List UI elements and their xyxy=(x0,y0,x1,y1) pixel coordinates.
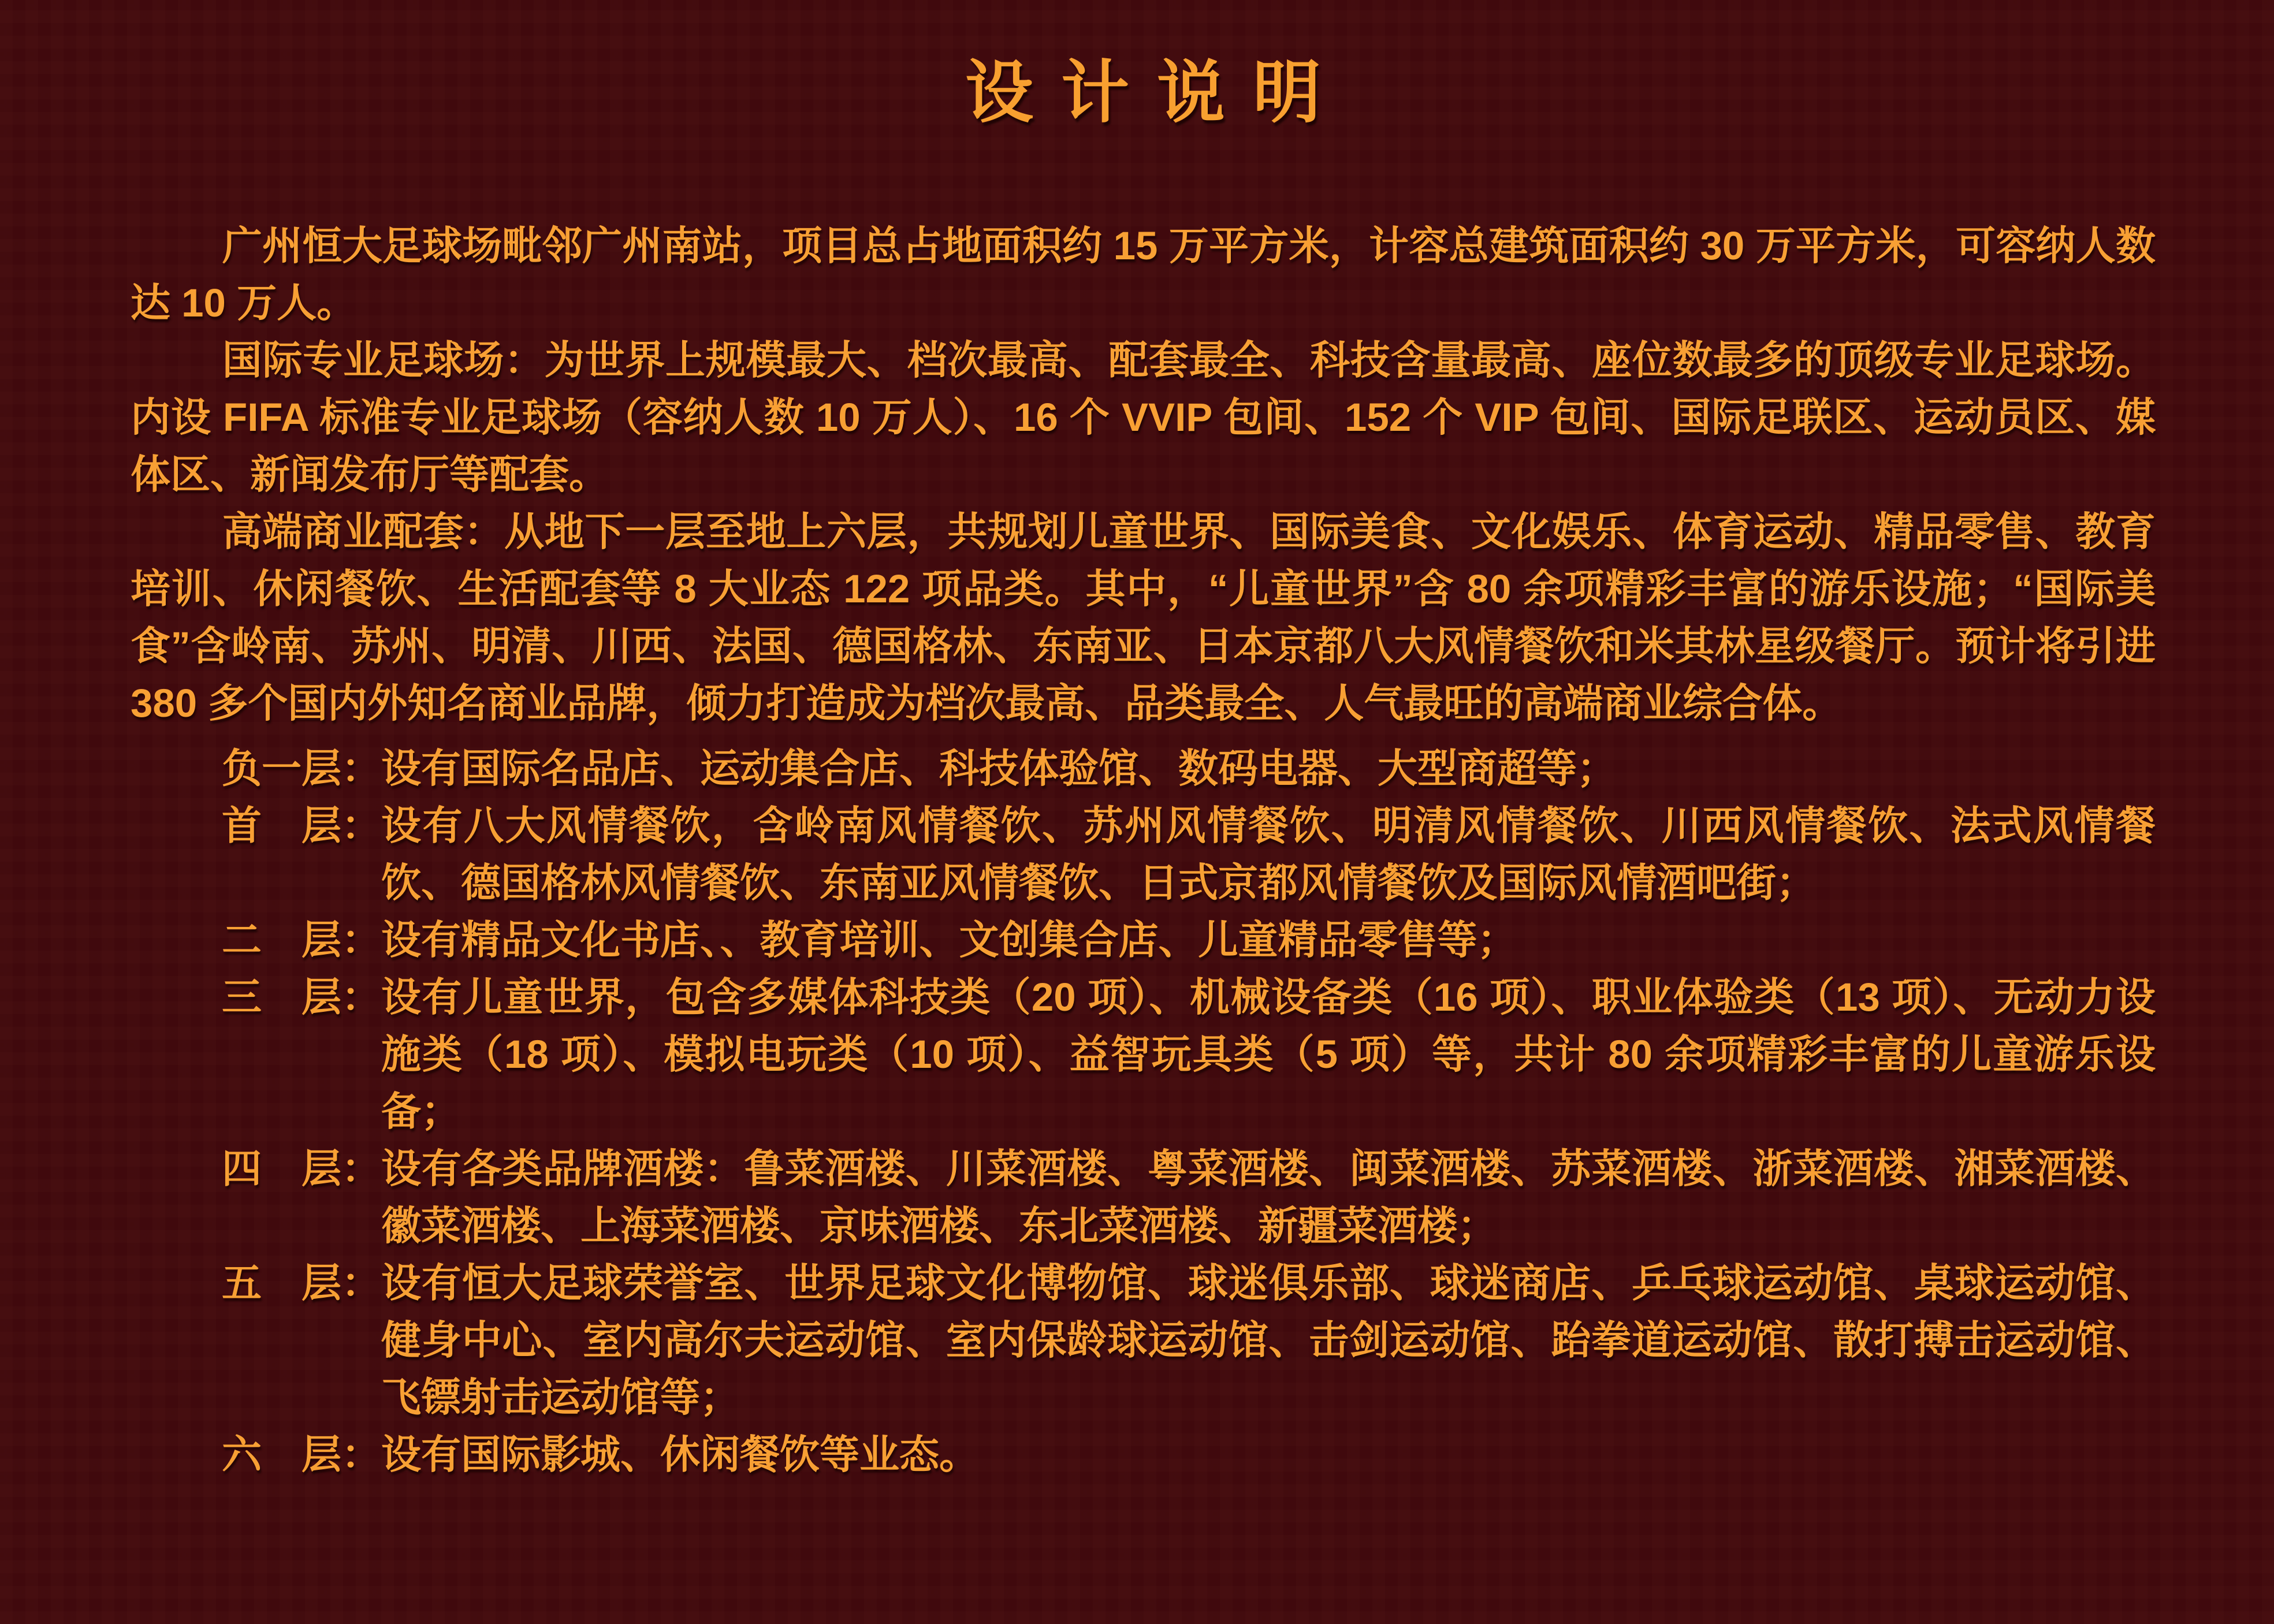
floor-list xyxy=(131,740,2156,1483)
floor-list-item-6f xyxy=(131,1426,2156,1483)
floor-label: 首 层： xyxy=(222,803,381,848)
floor-label: 负一层： xyxy=(222,746,381,791)
floor-list-item-1f xyxy=(131,797,2156,911)
floor-list-item-4f xyxy=(131,1140,2156,1254)
design-notes-body xyxy=(131,217,2156,1483)
floor-text: 设有国际影城、休闲餐饮等业态。 xyxy=(381,1432,979,1477)
floor-list-item-5f xyxy=(131,1254,2156,1426)
paragraph-commercial: 高端商业配套：从地下一层至地上六层，共规划儿童世界、国际美食、文化娱乐、体育运动、精品零售、教育培训、休闲餐饮、生活配套等 8 大业态 122 项品类。其中，“儿童世界”含 80 余项精彩丰富的游乐设施；“国际美食”含岭南、苏州、明清、川西、法国、德国格林、东南亚、日本京都八大风情餐饮和米其林星级餐厅。预计将引进 380 多个国内外知名商业品牌，倾力打造成为档次最高、品类最全、人气最旺的高端商业综合体。 xyxy=(131,509,2156,725)
floor-label: 五 层： xyxy=(222,1261,381,1305)
floor-text: 设有恒大足球荣誉室、世界足球文化博物馆、球迷俱乐部、球迷商店、乒乓球运动馆、桌球运动馆、健身中心、室内高尔夫运动馆、室内保龄球运动馆、击剑运动馆、跆拳道运动馆、散打搏击运动馆、飞镖射击运动馆等； xyxy=(381,1261,2156,1420)
floor-text: 设有国际名品店、运动集合店、科技体验馆、数码电器、大型商超等； xyxy=(381,746,1617,791)
floor-text: 设有精品文化书店、、教育培训、文创集合店、儿童精品零售等； xyxy=(381,918,1517,962)
floor-label: 二 层： xyxy=(222,918,381,962)
floor-text: 设有各类品牌酒楼：鲁菜酒楼、川菜酒楼、粤菜酒楼、闽菜酒楼、苏菜酒楼、浙菜酒楼、湘菜酒楼、徽菜酒楼、上海菜酒楼、京味酒楼、东北菜酒楼、新疆菜酒楼； xyxy=(381,1146,2156,1248)
paragraph-stadium: 国际专业足球场：为世界上规模最大、档次最高、配套最全、科技含量最高、座位数最多的顶级专业足球场。内设 FIFA 标准专业足球场（容纳人数 10 万人）、16 个 VVIP 包间、152 个 VIP 包间、国际足联区、运动员区、媒体区、新闻发布厅等配套。 xyxy=(131,338,2156,497)
floor-text: 设有八大风情餐饮，含岭南风情餐饮、苏州风情餐饮、明清风情餐饮、川西风情餐饮、法式风情餐饮、德国格林风情餐饮、东南亚风情餐饮、日式京都风情餐饮及国际风情酒吧街； xyxy=(381,803,2156,905)
floor-list-item-b1 xyxy=(131,740,2156,797)
floor-label: 六 层： xyxy=(222,1432,381,1477)
page-title: 设计说明 xyxy=(965,55,1349,131)
floor-list-item-2f xyxy=(131,911,2156,969)
floor-label: 四 层： xyxy=(222,1146,381,1191)
floor-text: 设有儿童世界，包含多媒体科技类（20 项）、机械设备类（16 项）、职业体验类（13 项）、无动力设施类（18 项）、模拟电玩类（10 项）、益智玩具类（5 项）等，共计 80 余项精彩丰富的儿童游乐设备； xyxy=(381,975,2156,1134)
paragraph-project-overview: 广州恒大足球场毗邻广州南站，项目总占地面积约 15 万平方米，计容总建筑面积约 30 万平方米，可容纳人数达 10 万人。 xyxy=(131,224,2156,325)
floor-list-item-3f xyxy=(131,969,2156,1140)
floor-label: 三 层： xyxy=(222,975,381,1019)
